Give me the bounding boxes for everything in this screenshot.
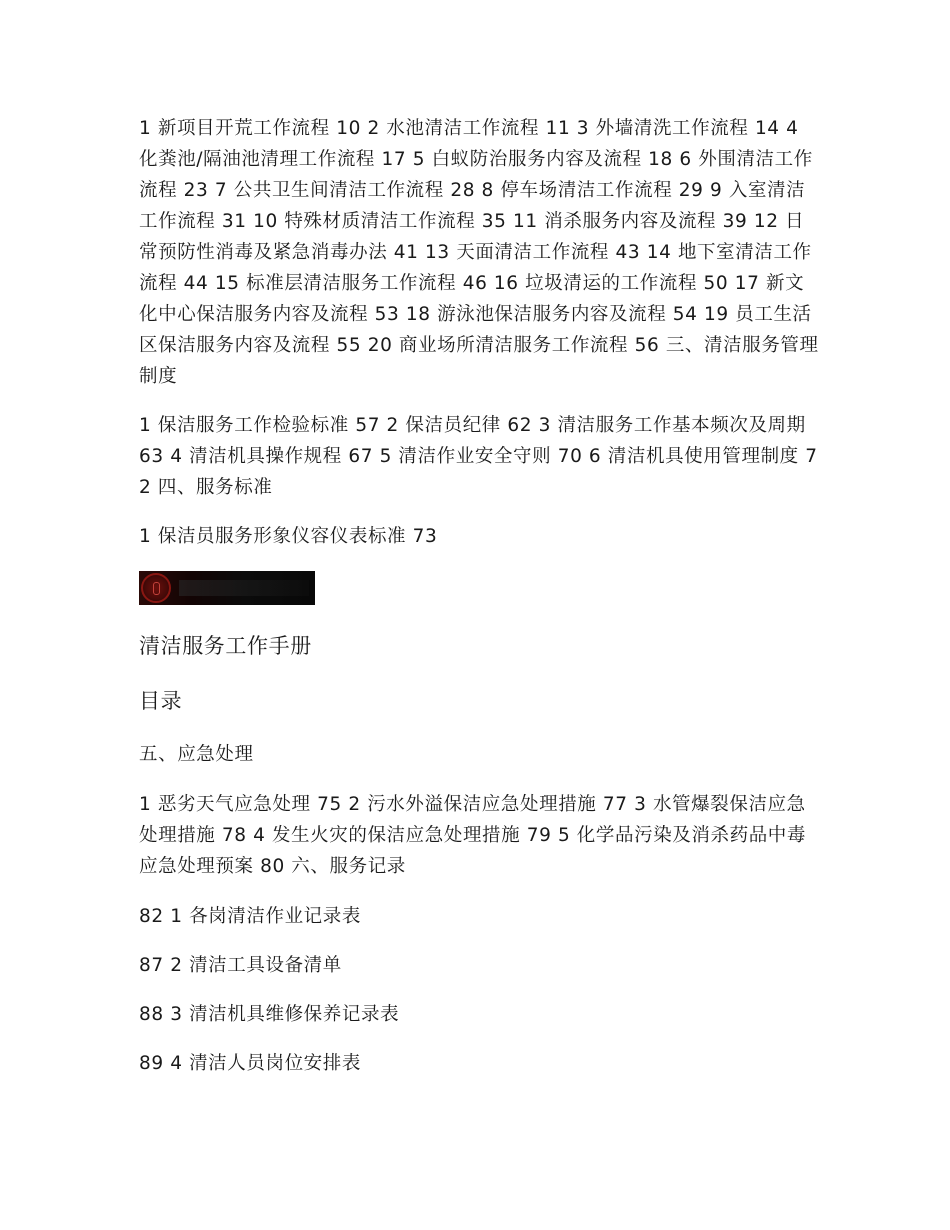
toc-paragraph-1: 1 新项目开荒工作流程 10 2 水池清洁工作流程 11 3 外墙清洗工作流程 14 4 化粪池/隔油池清理工作流程 17 5 白蚁防治服务内容及流程 18 6 外围清洁工作流程 23 7 公共卫生间清洁工作流程 28 8 停车场清洁工作流程 29 9 入室清洁工作流程 31 10 特殊材质清洁工作流程 35 11 消杀服务内容及流程 39 12 日常预防性消毒及紧急消毒办法 41 13 天面清洁工作流程 43 14 地下室清洁工作流程 44 15 标准层清洁服务工作流程 46 16 垃圾清运的工作流程 50 17 新文化中心保洁服务内容及流程 53 18 游泳池保洁服务内容及流程 54 19 员工生活区保洁服务内容及流程 55 20 商业场所清洁服务工作流程 56 三、清洁服务管理制度 xyxy=(139,118,819,387)
manual-title: 清洁服务工作手册 xyxy=(139,634,312,658)
contents-title: 目录 xyxy=(139,689,183,713)
toc-paragraph-2: 1 保洁服务工作检验标准 57 2 保洁员纪律 62 3 清洁服务工作基本频次及周期 63 4 清洁机具操作规程 67 5 清洁作业安全守则 70 6 清洁机具使用管理制度 72 四、服务标准 xyxy=(139,415,818,498)
section-5-title: 五、应急处理 xyxy=(139,744,254,765)
record-item: 82 1 各岗清洁作业记录表 xyxy=(139,906,361,927)
toc-paragraph-3: 1 保洁员服务形象仪容仪表标准 73 xyxy=(139,526,438,547)
record-item: 87 2 清洁工具设备清单 xyxy=(139,955,342,976)
section-5-paragraph: 1 恶劣天气应急处理 75 2 污水外溢保洁应急处理措施 77 3 水管爆裂保洁应急处理措施 78 4 发生火灾的保洁应急处理措施 79 5 化学品污染及消杀药品中毒应急处理预案 80 六、服务记录 xyxy=(139,794,807,877)
document-page xyxy=(139,113,819,1079)
record-item: 88 3 清洁机具维修保养记录表 xyxy=(139,1004,400,1025)
record-item: 89 4 清洁人员岗位安排表 xyxy=(139,1053,361,1074)
header-banner-image xyxy=(139,571,315,605)
seal-logo-icon xyxy=(141,573,171,603)
